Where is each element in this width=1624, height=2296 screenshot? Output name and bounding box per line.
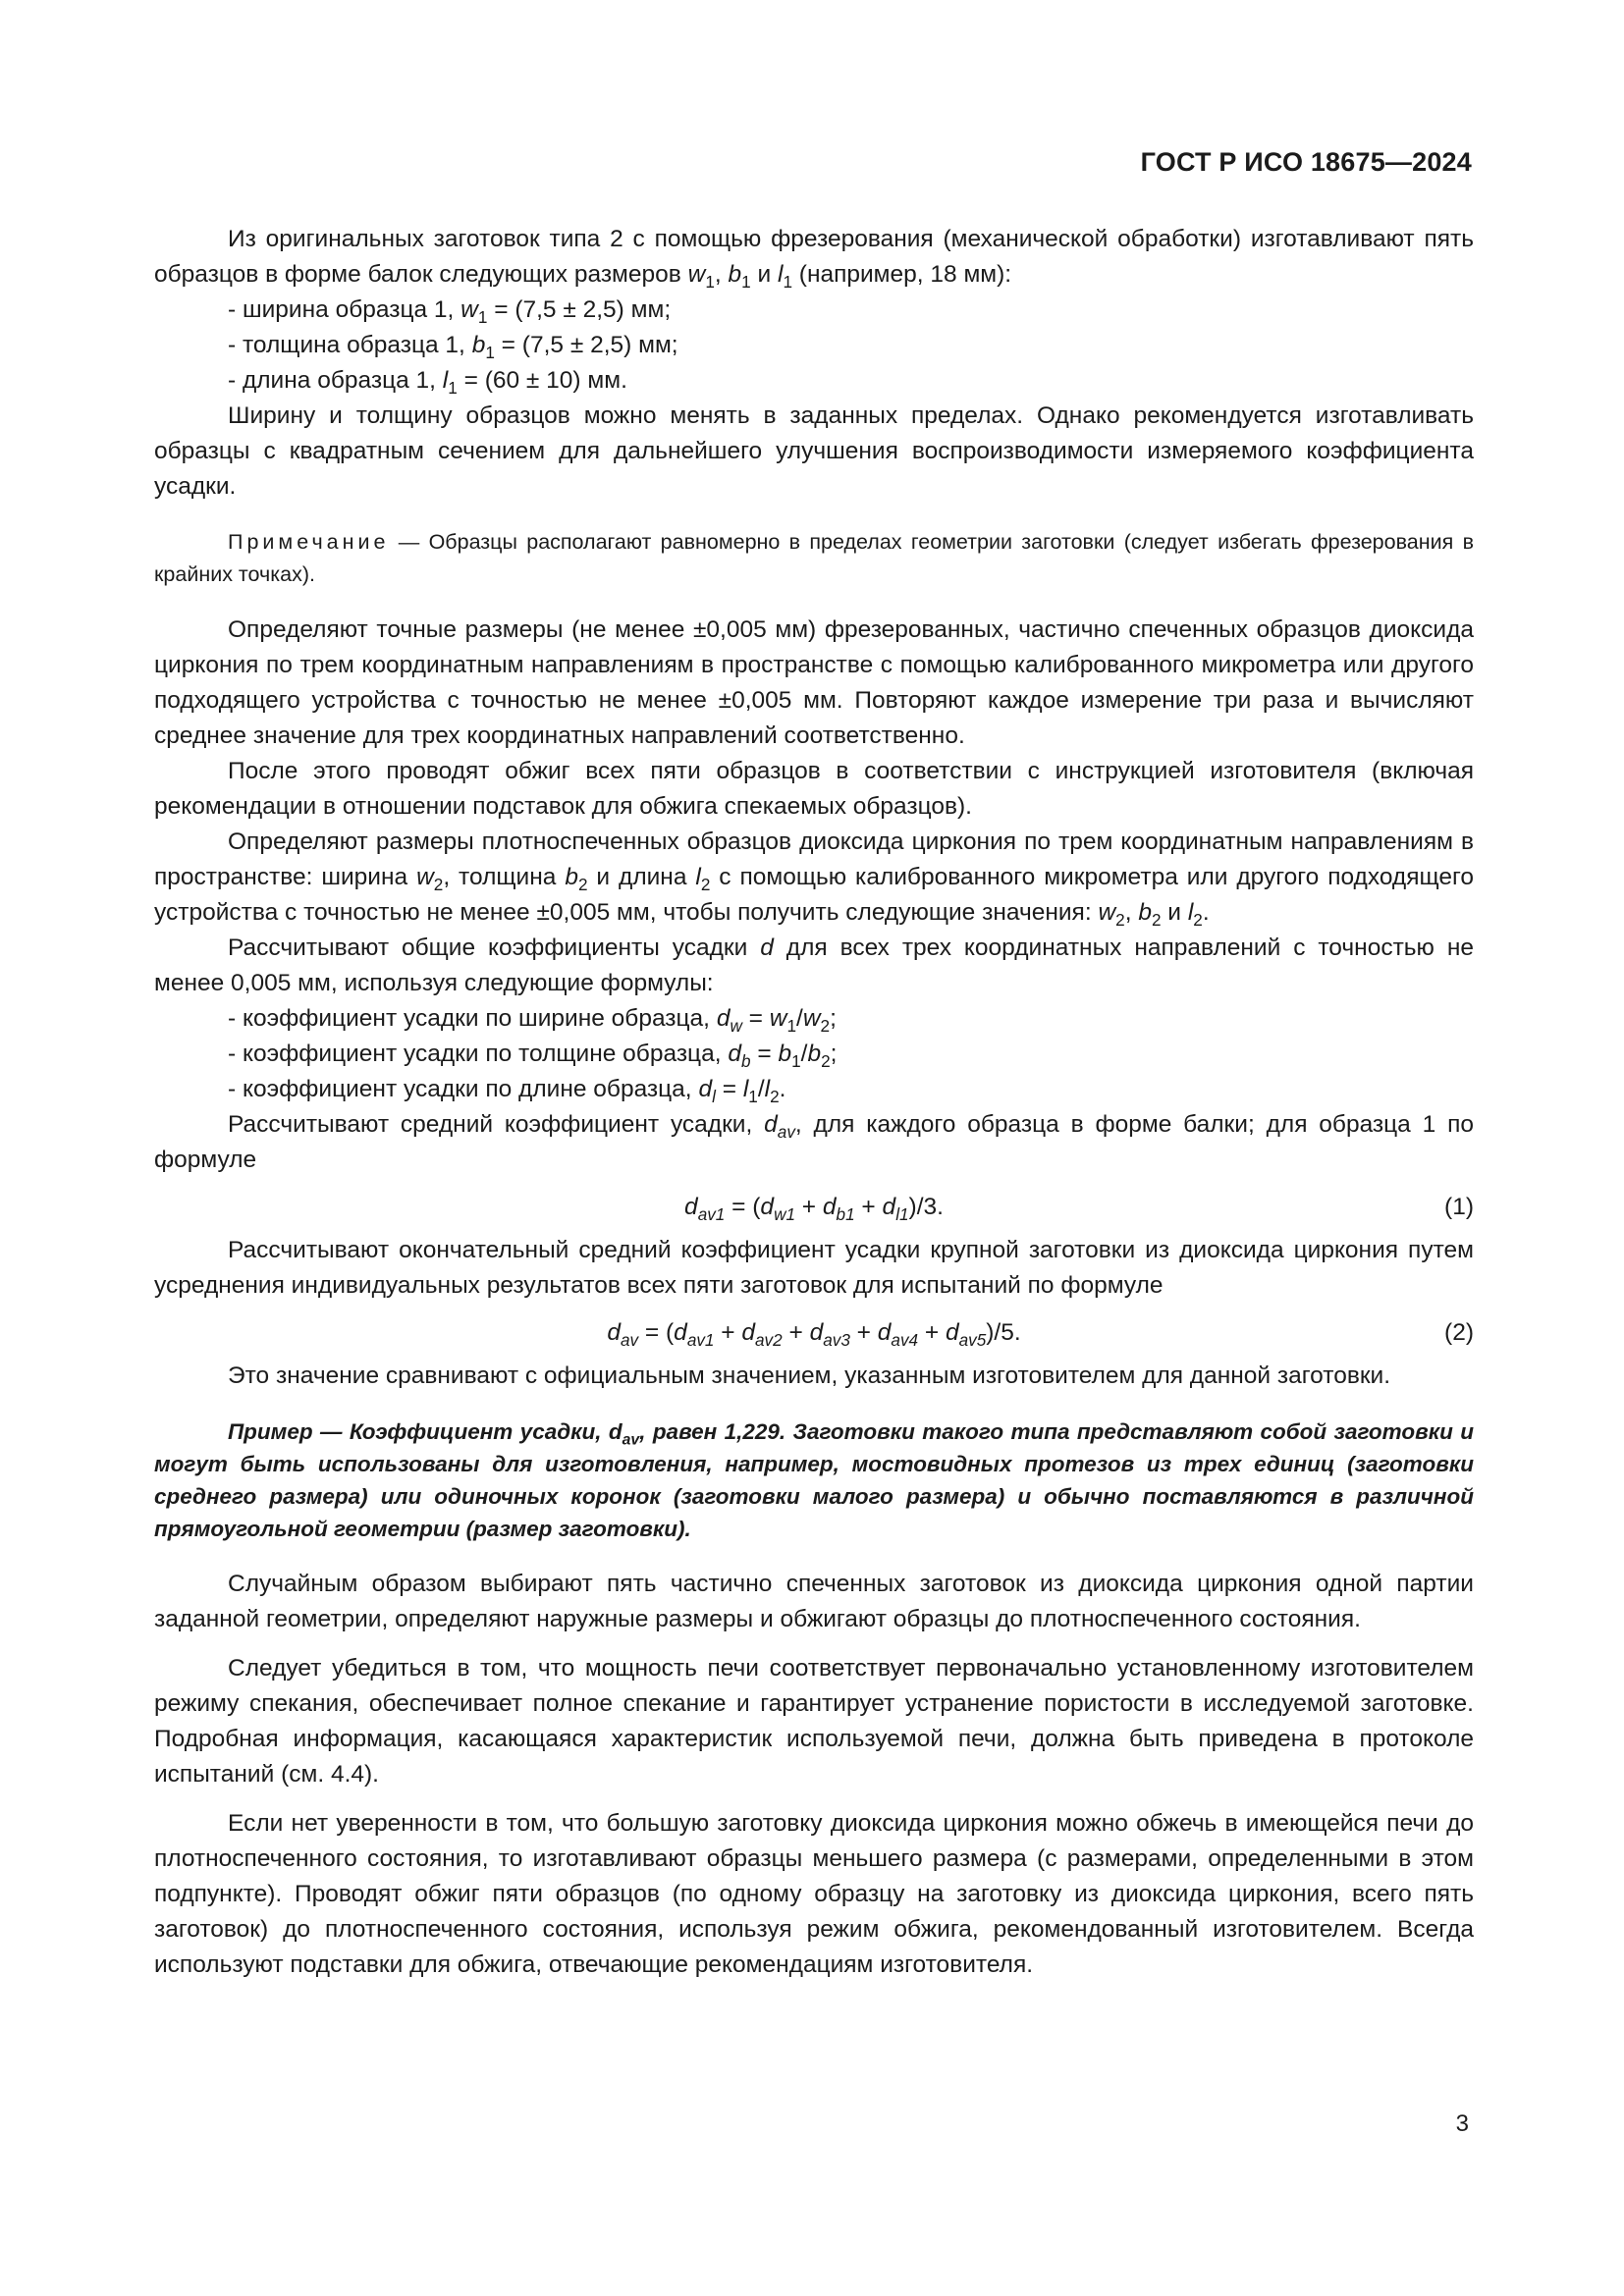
document-header: ГОСТ Р ИСО 18675—2024 [1140, 147, 1472, 177]
page-number: 3 [1455, 2110, 1469, 2137]
paragraph-final-average: Рассчитывают окончательный средний коэффициент усадки крупной заготовки из диоксида циркония путем усреднения индивидуальных результатов всех пяти заготовок для испытаний по формуле [154, 1237, 1474, 1299]
paragraph-firing: После этого проводят обжиг всех пяти образцов в соответствии с инструкцией изготовителя (включая рекомендации в отношении подставок для обжига спекаемых образцов). [154, 758, 1474, 820]
paragraph-sintered: Определяют размеры плотноспеченных образцов диоксида циркония по трем координатным направлениям в пространстве: ширина $w_2$, толщина $b_2$ и длина $l_2$ с помощью калиброванного микрометра или другого подходящего устройства с точностью не менее ±0,005 мм, чтобы получить следующие значения: $w_2$, $b_2$ и $l_2$. [154, 828, 1475, 930]
list-item: - коэффициент усадки по ширине образца, $d_w = w_1/w_2$; [228, 1005, 837, 1036]
formula-number: (1) [1444, 1194, 1474, 1220]
paragraph-furnace: Следует убедиться в том, что мощность печи соответствует первоначально установленному изготовителем режиму спекания, обеспечивает полное спекание и гарантирует устранение пористости в исследуемой заготовке. Подробная информация, касающаяся характеристик используемой печи, должна быть приведена в протоколе испытаний (см. 4.4). [154, 1655, 1474, 1788]
formula-1 [154, 1182, 1474, 1233]
paragraph-dimensions: Ширину и толщину образцов можно менять в заданных пределах. Однако рекомендуется изготавливать образцы с квадратным сечением для дальнейшего улучшения воспроизводимости измеряемого коэффициента усадки. [154, 402, 1474, 500]
list-item: - коэффициент усадки по толщине образца, $d_b = b_1/b_2$; [228, 1041, 838, 1071]
note: Примечание — Образцы располагают равномерно в пределах геометрии заготовки (следует избегать фрезерования в крайних точках). [154, 530, 1474, 586]
document-body [154, 222, 1474, 1983]
paragraph-random-selection: Случайным образом выбирают пять частично спеченных заготовок из диоксида циркония одной партии заданной геометрии, определяют наружные размеры и обжигают образцы до плотноспеченного состояния. [154, 1571, 1474, 1632]
note-label: Примечание [228, 530, 390, 554]
formula-expression: $d_{av1} = (d_{w1} + d_{b1} + d_{l1})/3$. [684, 1194, 944, 1224]
list-item: - длина образца 1, $l_1 = (60 \pm 10)$ мм. [228, 367, 627, 398]
paragraph-intro: Из оригинальных заготовок типа 2 с помощью фрезерования (механической обработки) изготавливают пять образцов в форме балок следующих размеров $w_1$, $b_1$ и $l_1$ (например, 18 мм): [154, 226, 1474, 292]
paragraph-compare: Это значение сравнивают с официальным значением, указанным изготовителем для данной заготовки. [228, 1362, 1391, 1389]
paragraph-small-samples: Если нет уверенности в том, что большую заготовку диоксида циркония можно обжечь в имеющейся печи до плотноспеченного состояния, то изготавливают образцы меньшего размера (с размерами, определенными в этом подпункте). Проводят обжиг пяти образцов (по одному образцу на заготовку из диоксида циркония, всего пять заготовок) до плотноспеченного состояния, используя режим обжига, рекомендованный изготовителем. Всегда используют подставки для обжига, отвечающие рекомендациям изготовителя. [154, 1810, 1474, 1978]
paragraph-average: Рассчитывают средний коэффициент усадки, $d_{av}$, для каждого образца в форме балки; для образца 1 по формуле [154, 1111, 1474, 1173]
list-item: - ширина образца 1, $w_1 = (7,5 \pm 2,5)$ мм; [228, 296, 672, 327]
formula-2 [154, 1308, 1474, 1359]
list-item: - коэффициент усадки по длине образца, $d_l = l_1/l_2$. [228, 1076, 786, 1106]
list-item: - толщина образца 1, $b_1 = (7,5 \pm 2,5)$ мм; [228, 332, 678, 362]
paragraph-measure: Определяют точные размеры (не менее ±0,005 мм) фрезерованных, частично спеченных образцов диоксида циркония по трем координатным направлениям в пространстве с помощью калиброванного микрометра или другого подходящего устройства с точностью не менее ±0,005 мм. Повторяют каждое измерение три раза и вычисляют среднее значение для трех координатных направлений соответственно. [154, 616, 1474, 749]
paragraph-coefficients: Рассчитывают общие коэффициенты усадки d для всех трех координатных направлений с точностью не менее 0,005 мм, используя следующие формулы: [154, 934, 1474, 996]
example: Пример — Коэффициент усадки, $d_{av}$, равен 1,229. Заготовки такого типа представляют собой заготовки и могут быть использованы для изготовления, например, мостовидных протезов из трех единиц (заготовки среднего размера) или одиночных коронок (заготовки малого размера) и обычно поставляются в различной прямоугольной геометрии (размер заготовки). [154, 1419, 1474, 1541]
formula-number: (2) [1444, 1319, 1474, 1346]
formula-expression: $d_{av} = (d_{av1} + d_{av2} + d_{av3} + d_{av4} + d_{av5})/5$. [607, 1319, 1021, 1350]
